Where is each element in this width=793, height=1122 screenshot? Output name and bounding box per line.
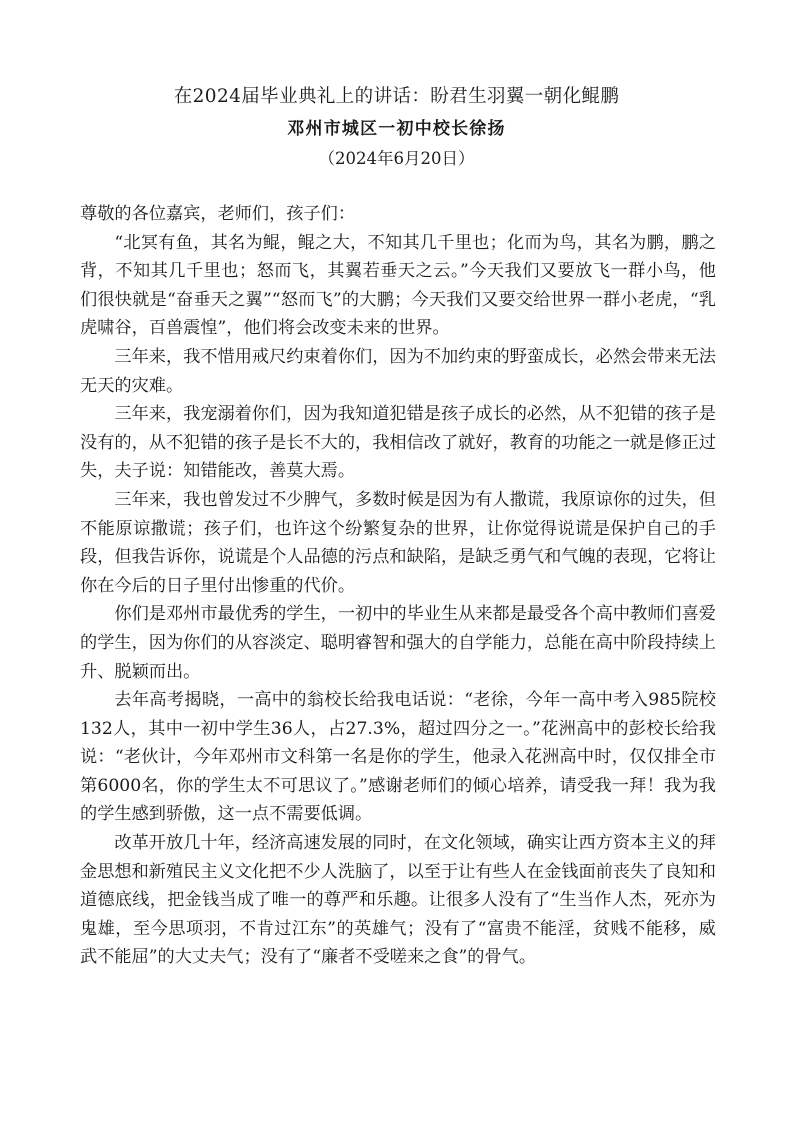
document-author: 邓州市城区一初中校长徐扬 <box>287 119 506 139</box>
paragraph: “北冥有鱼，其名为鲲，鲲之大，不知其几千里也；化而为鸟，其名为鹏，鹏之背，不知其几千里也；怒而飞，其翼若垂天之云。”今天我们又要放飞一群小鸟，他们很快就是“奋垂天之翼”“怒而飞”的大鹏；今天我们又要交给世界一群小老虎，“乳虎啸谷，百兽震惶”，他们将会改变未来的世界。 <box>80 232 716 339</box>
paragraph: 三年来，我也曾发过不少脾气，多数时候是因为有人撒谎，我原谅你的过失，但不能原谅撒谎；孩子们，也许这个纷繁复杂的世界，让你觉得说谎是保护自己的手段，但我告诉你，说谎是个人品德的污点和缺陷，是缺乏勇气和气魄的表现，它将让你在今后的日子里付出惨重的代价。 <box>80 489 716 596</box>
document-body <box>80 200 716 972</box>
document-date: （2024年6月20日） <box>318 149 475 168</box>
salutation: 尊敬的各位嘉宾，老师们，孩子们： <box>80 204 356 224</box>
document-title: 在2024届毕业典礼上的讲话：盼君生羽翼一朝化鲲鹏 <box>173 86 620 107</box>
paragraph: 改革开放几十年，经济高速发展的同时，在文化领域，确实让西方资本主义的拜金思想和新殖民主义文化把不少人洗脑了，以至于让有些人在金钱面前丧失了良知和道德底线，把金钱当成了唯一的尊严和乐趣。让很多人没有了“生当作人杰，死亦为鬼雄，至今思项羽，不肯过江东”的英雄气；没有了“富贵不能淫，贫贱不能移，威武不能屈”的大丈夫气；没有了“廉者不受嗟来之食”的骨气。 <box>80 833 716 968</box>
paragraph: 去年高考揭晓，一高中的翁校长给我电话说：“老徐，今年一高中考入985院校132人，其中一初中学生36人，占27.3%，超过四分之一。”花洲高中的彭校长给我说：“老伙计，今年邓州市文科第一名是你的学生，他录入花洲高中时，仅仅排全市第6000名，你的学生太不可思议了。”感谢老师们的倾心培养，请受我一拜！我为我的学生感到骄傲，这一点不需要低调。 <box>80 690 716 825</box>
paragraph: 你们是邓州市最优秀的学生，一初中的毕业生从来都是最受各个高中教师们喜爱的学生，因为你们的从容淡定、聪明睿智和强大的自学能力，总能在高中阶段持续上升、脱颖而出。 <box>80 604 716 682</box>
paragraph: 三年来，我宠溺着你们，因为我知道犯错是孩子成长的必然，从不犯错的孩子是没有的，从不犯错的孩子是长不大的，我相信改了就好，教育的功能之一就是修正过失，夫子说：知错能改，善莫大焉。 <box>80 404 716 482</box>
paragraph: 三年来，我不惜用戒尺约束着你们，因为不加约束的野蛮成长，必然会带来无法无天的灾难。 <box>80 346 716 396</box>
